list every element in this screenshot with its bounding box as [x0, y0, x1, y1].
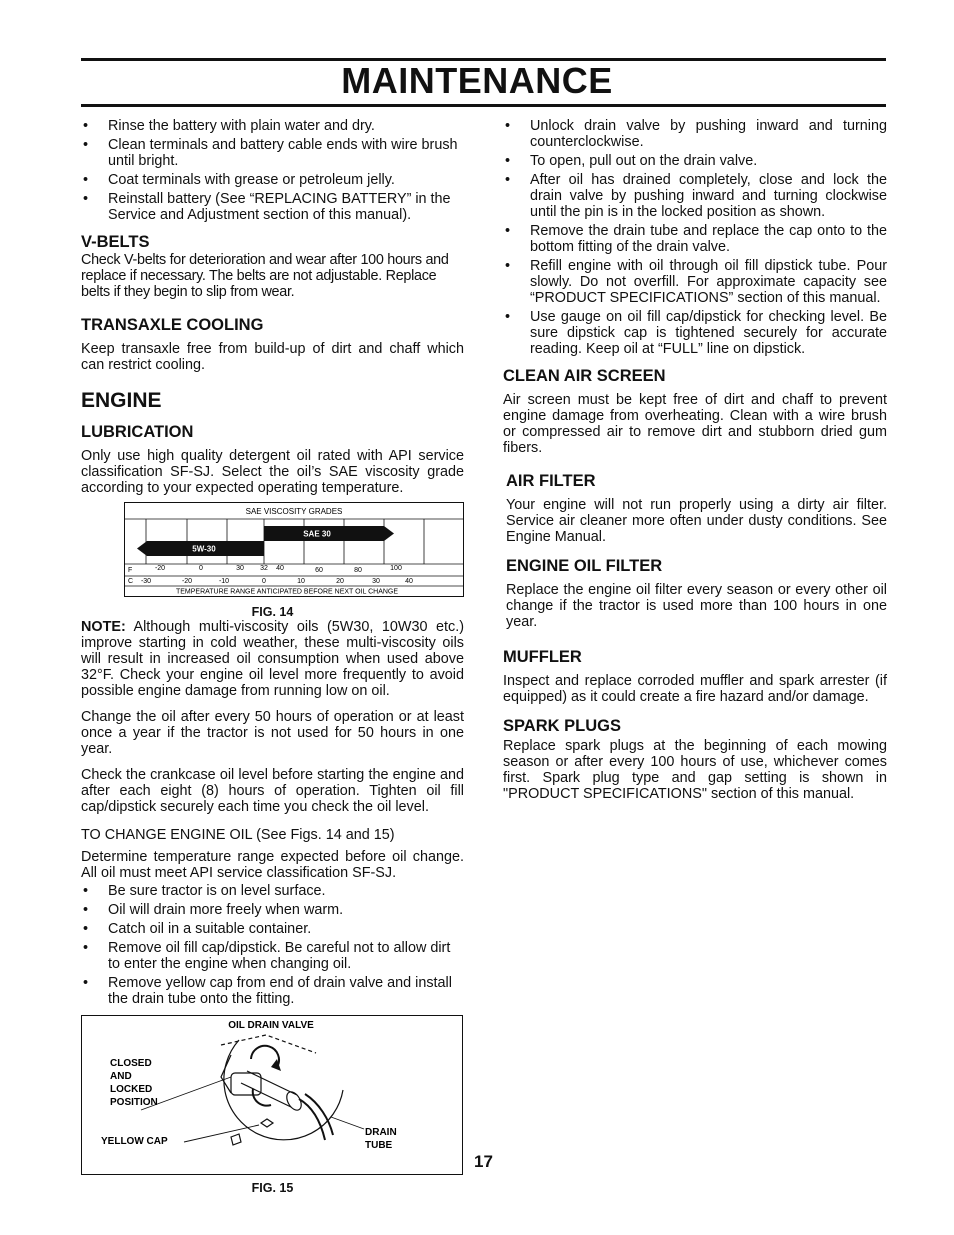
page-number: 17	[474, 1152, 493, 1171]
clean-air-body: Air screen must be kept free of dirt and chaff to prevent engine damage from overheating. Clean with a wire brush or compressed air to remove dirt and stubborn dried gum fibers.	[503, 392, 887, 456]
drain-valve-illustration	[81, 1015, 463, 1175]
fahrenheit-label: F	[128, 567, 133, 574]
transaxle-heading: TRANSAXLE COOLING	[81, 316, 264, 334]
chart-footer: TEMPERATURE RANGE ANTICIPATED BEFORE NEXT OIL CHANGE	[175, 588, 399, 596]
list-item: • Clean terminals and battery cable ends with wire brush until bright.	[81, 137, 464, 169]
note-paragraph	[81, 619, 464, 699]
label-drain-tube	[365, 1127, 397, 1151]
5w30-label: 5W-30	[192, 544, 216, 554]
f-tick: -20	[154, 565, 166, 572]
lubrication-heading: LUBRICATION	[81, 423, 194, 441]
note-label: NOTE:	[81, 619, 126, 635]
c-tick: 40	[405, 578, 413, 585]
vbelts-body: Check V-belts for deterioration and wear after 100 hours and replace if necessary. The belts are not adjustable. Replace belts if they begin to slip from wear.	[81, 252, 449, 300]
fahrenheit-ticks	[155, 565, 402, 574]
label-oil-drain-valve: OIL DRAIN VALVE	[228, 1020, 314, 1031]
lubrication-body: Only use high quality detergent oil rated with API service classification SF-SJ. Select the oil’s SAE viscosity grade according to your expected operating temperature.	[81, 448, 464, 496]
label-line: LOCKED	[110, 1084, 153, 1095]
muffler-heading: MUFFLER	[503, 648, 582, 666]
f-tick: 100	[390, 565, 402, 572]
celsius-ticks	[141, 578, 413, 585]
c-tick: 20	[336, 578, 344, 585]
oil-filter-heading: ENGINE OIL FILTER	[506, 557, 663, 575]
clean-air-heading: CLEAN AIR SCREEN	[503, 367, 666, 385]
page-title: MAINTENANCE	[341, 60, 613, 101]
label-closed-locked	[110, 1058, 158, 1108]
celsius-label: C	[128, 578, 134, 585]
fig15-caption: FIG. 15	[251, 1181, 294, 1195]
spark-plugs-heading: SPARK PLUGS	[503, 717, 621, 735]
f-tick: 60	[315, 567, 323, 574]
left-column	[81, 118, 464, 1195]
change-oil-bullet-list	[81, 883, 464, 1007]
change-oil-paragraph: Change the oil after every 50 hours of operation or at least once a year if the tractor is not used for 50 hours in one year.	[81, 709, 464, 757]
label-line: CLOSED	[110, 1058, 152, 1069]
label-yellow-cap: YELLOW CAP	[101, 1136, 168, 1147]
to-change-heading: TO CHANGE ENGINE OIL (See Figs. 14 and 15)	[81, 827, 395, 843]
note-body: Although multi-viscosity oils (5W30, 10W30 etc.) improve starting in cold weather, these multi-viscosity oils will result in increased oil consumption when used above 32°F. Check your engine oil level more frequently to avoid possible engine damage from running low on oil.	[81, 619, 464, 699]
list-item: • Oil will drain more freely when warm.	[81, 902, 464, 918]
c-tick: -30	[140, 578, 152, 585]
list-item: • Use gauge on oil fill cap/dipstick for checking level. Be sure dipstick cap is tightened securely for accurate reading. Keep oil at “FULL” line on dipstick.	[503, 309, 887, 357]
f-tick: 32	[260, 565, 268, 572]
list-item: • Remove yellow cap from end of drain valve and install the drain tube onto the fitting.	[81, 975, 464, 1007]
f-tick: 80	[354, 567, 362, 574]
list-item: • Unlock drain valve by pushing inward and turning counterclockwise.	[503, 118, 887, 150]
label-line: TUBE	[365, 1140, 393, 1151]
list-item: • Refill engine with oil through oil fill dipstick tube. Pour slowly. Do not overfill. For approximate capacity see “PRODUCT SPECIFICATIONS” section of this manual.	[503, 258, 887, 306]
c-tick: -10	[218, 578, 230, 585]
list-item: • Rinse the battery with plain water and dry.	[81, 118, 464, 134]
engine-heading: ENGINE	[81, 389, 162, 412]
right-column	[503, 118, 887, 802]
air-filter-body: Your engine will not run properly using a dirty air filter. Service air cleaner more often under dusty conditions. See Engine Manual.	[506, 497, 887, 545]
label-line: AND	[110, 1071, 132, 1082]
list-item: • Remove oil fill cap/dipstick. Be careful not to allow dirt to enter the engine when changing oil.	[81, 940, 464, 972]
check-crankcase-paragraph: Check the crankcase oil level before starting the engine and after each eight (8) hours of operation. Tighten oil fill cap/dipstick securely each time you check the oil level.	[81, 767, 464, 815]
oil-filter-body: Replace the engine oil filter every season or every other oil change if the tractor is used more than 100 hours in one year.	[506, 582, 887, 630]
list-item: • To open, pull out on the drain valve.	[503, 153, 887, 169]
transaxle-body: Keep transaxle free from build-up of dirt and chaff which can restrict cooling.	[81, 341, 464, 373]
figure-frame	[82, 1016, 463, 1175]
spark-plugs-body: Replace spark plugs at the beginning of each mowing season or after every 100 hours of use, whichever comes first. Spark plug type and gap setting is shown in "PRODUCT SPECIFICATIONS" section of this manual.	[503, 738, 887, 802]
c-tick: 30	[372, 578, 380, 585]
c-tick: 0	[262, 578, 266, 585]
vbelts-heading: V-BELTS	[81, 233, 150, 251]
f-tick: 30	[236, 565, 244, 572]
chart-title: SAE VISCOSITY GRADES	[245, 507, 343, 516]
list-item: • Remove the drain tube and replace the cap onto to the bottom fitting of the drain valve.	[503, 223, 887, 255]
c-tick: -20	[181, 578, 193, 585]
sae30-label: SAE 30	[303, 529, 331, 539]
list-item: • Coat terminals with grease or petroleum jelly.	[81, 172, 464, 188]
f-tick: 40	[276, 565, 284, 572]
air-filter-heading: AIR FILTER	[506, 472, 596, 490]
list-item: • After oil has drained completely, close and lock the drain valve by pushing inward and turning clockwise until the pin is in the locked position as shown.	[503, 172, 887, 220]
f-tick: 0	[199, 565, 203, 572]
muffler-body: Inspect and replace corroded muffler and spark arrester (if equipped) as it could create a fire hazard and/or damage.	[503, 673, 887, 705]
c-tick: 10	[297, 578, 305, 585]
title-underline	[81, 104, 886, 107]
battery-bullet-list	[81, 118, 464, 223]
fig14-caption: FIG. 14	[251, 605, 294, 619]
label-line: DRAIN	[365, 1127, 397, 1138]
valve-drawing	[141, 1035, 364, 1145]
label-line: POSITION	[110, 1097, 158, 1108]
viscosity-chart	[124, 502, 464, 597]
determine-paragraph: Determine temperature range expected before oil change. All oil must meet API service classification SF-SJ.	[81, 849, 464, 881]
list-item: • Catch oil in a suitable container.	[81, 921, 464, 937]
drain-bullet-list	[503, 118, 887, 357]
list-item: • Reinstall battery (See “REPLACING BATTERY” in the Service and Adjustment section of this manual).	[81, 191, 464, 223]
list-item: • Be sure tractor is on level surface.	[81, 883, 464, 899]
